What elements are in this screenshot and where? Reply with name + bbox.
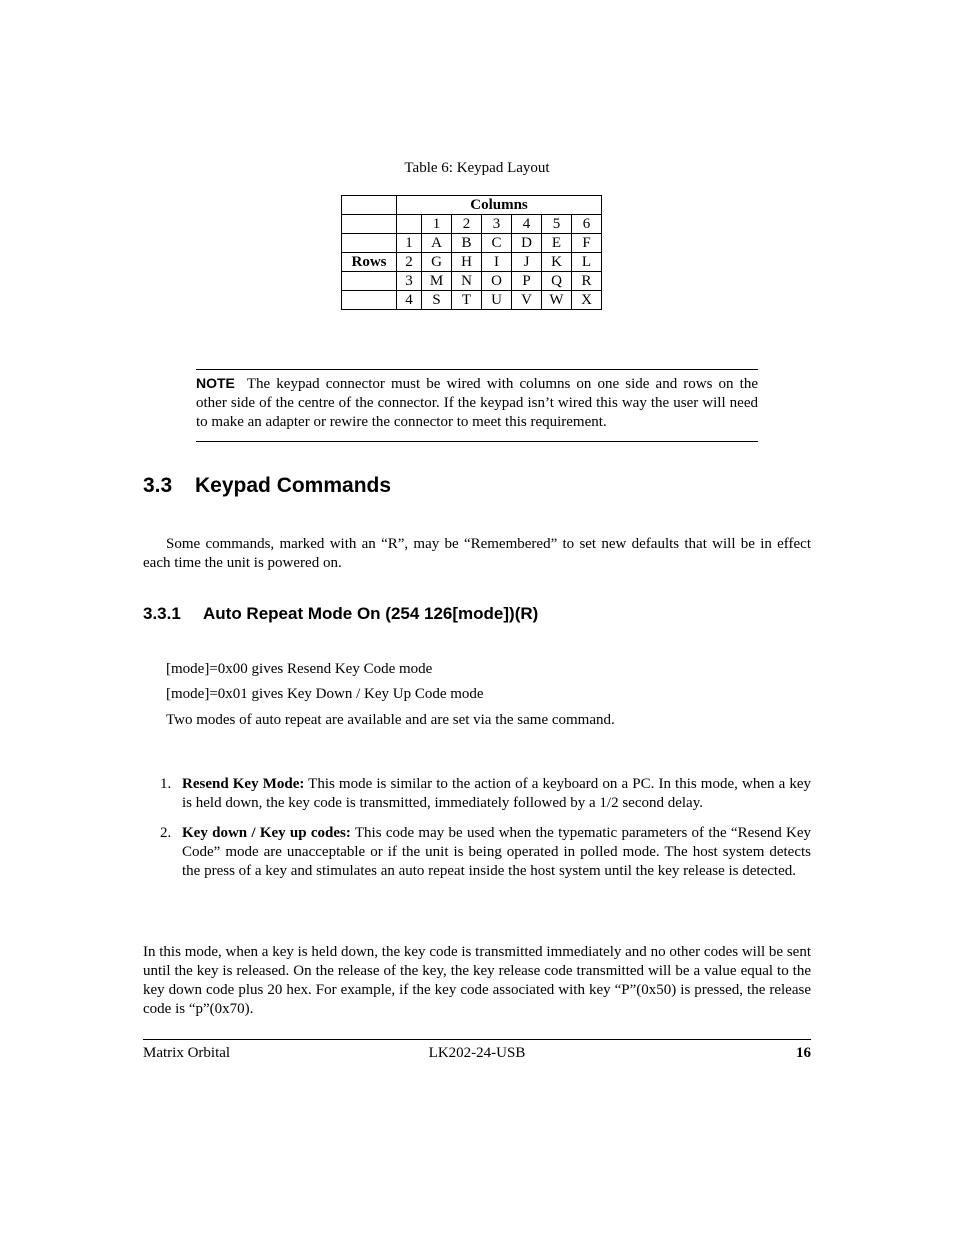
list-number: 1. [160,776,172,792]
section-intro: Some commands, marked with an “R”, may be “Remembered” to set new defaults that will be in effect each time the unit is powered on. [143,536,811,571]
key-cell: A [422,234,452,253]
table-cell [342,272,397,291]
key-cell: U [482,291,512,310]
note-text: The keypad connector must be wired with columns on one side and rows on the other side of the centre of the connector. If the keypad isn’t wired this way the user will need to make an adapter or rewire the connector to meet this requirement. [196,376,758,430]
section-number: 3.3 [143,474,173,497]
key-cell: W [542,291,572,310]
key-cell: B [452,234,482,253]
subsection-number: 3.3.1 [143,604,181,623]
key-cell: S [422,291,452,310]
list-term: Resend Key Mode: [182,776,305,792]
note-top-rule [196,369,758,370]
note-bottom-rule [196,441,758,442]
column-number: 4 [512,215,542,234]
row-number: 4 [397,291,422,310]
note-block [196,374,758,432]
closing-paragraph: In this mode, when a key is held down, the key code is transmitted immediately and no other codes will be sent until the key is released. On the release of the key, the key release code transmitted will be a value equal to the key down code plus 20 hex. For example, if the key code associated with key “P”(0x50) is pressed, the release code is “p”(0x70). [143,944,811,1017]
footer-center: LK202-24-USB [428,1045,526,1061]
table-row [342,215,602,234]
table-row [342,272,602,291]
page-number: 16 [796,1045,811,1061]
table-caption: Table 6: Keypad Layout [404,160,550,176]
list-item [160,775,811,813]
row-number: 2 [397,253,422,272]
key-cell: F [572,234,602,253]
table-row [342,253,602,272]
table-cell [342,196,397,215]
table-row [342,291,602,310]
column-number: 1 [422,215,452,234]
list-item [160,824,811,881]
keypad-layout-table [341,195,602,310]
key-cell: K [542,253,572,272]
key-cell: R [572,272,602,291]
section-heading [143,474,391,498]
section-title: Keypad Commands [195,474,392,497]
key-cell: O [482,272,512,291]
rows-header: Rows [342,253,397,272]
row-number: 1 [397,234,422,253]
key-cell: H [452,253,482,272]
table-row [342,196,602,215]
mode-line: [mode]=0x00 gives Resend Key Code mode [166,661,433,677]
list-number: 2. [160,825,172,841]
list-text: This code may be used when the typematic parameters of the “Resend Key Code” mode are unacceptable or if the unit is being operated in polled mode. The host system detects the press of a key and stimulates an auto repeat inside the host system until the key release is detected. [182,825,812,879]
footer-left: Matrix Orbital [143,1045,231,1061]
key-cell: Q [542,272,572,291]
subsection-title: Auto Repeat Mode On (254 126[mode])(R) [203,604,539,623]
subsection-heading [143,604,538,624]
key-cell: T [452,291,482,310]
key-cell: P [512,272,542,291]
key-cell: V [512,291,542,310]
key-cell: C [482,234,512,253]
mode-line: Two modes of auto repeat are available and are set via the same command. [166,712,615,728]
table-row [342,234,602,253]
mode-line: [mode]=0x01 gives Key Down / Key Up Code mode [166,686,484,702]
column-number: 5 [542,215,572,234]
table-cell [397,215,422,234]
key-cell: M [422,272,452,291]
columns-header: Columns [397,196,602,215]
list-text: This mode is similar to the action of a keyboard on a PC. In this mode, when a key is held down, the key code is transmitted, immediately followed by a 1/2 second delay. [182,776,811,811]
column-number: 2 [452,215,482,234]
key-cell: E [542,234,572,253]
column-number: 3 [482,215,512,234]
table-cell [342,234,397,253]
key-cell: N [452,272,482,291]
key-cell: D [512,234,542,253]
list-term: Key down / Key up codes: [182,825,351,841]
table-cell [342,215,397,234]
key-cell: G [422,253,452,272]
table-cell [342,291,397,310]
column-number: 6 [572,215,602,234]
footer-rule [143,1039,811,1040]
key-cell: J [512,253,542,272]
note-label: NOTE [196,375,235,391]
row-number: 3 [397,272,422,291]
key-cell: I [482,253,512,272]
key-cell: X [572,291,602,310]
key-cell: L [572,253,602,272]
